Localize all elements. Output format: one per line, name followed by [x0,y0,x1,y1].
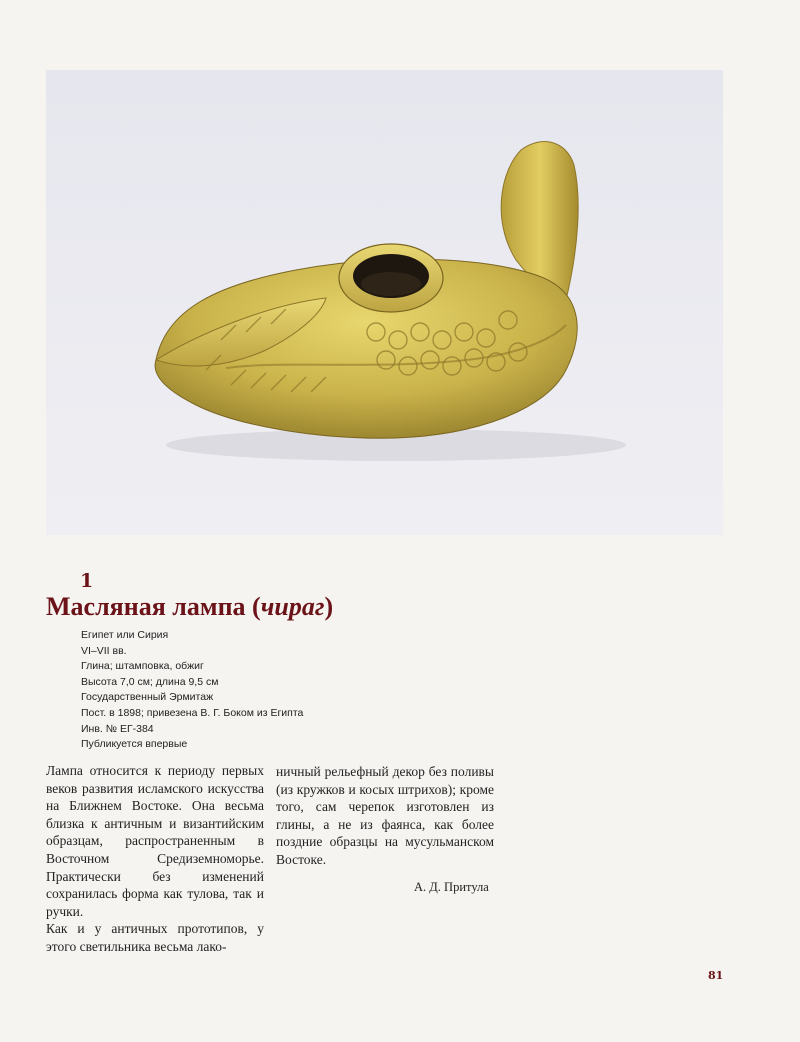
meta-material: Глина; штамповка, обжиг [81,660,204,673]
title-italic: чираг [260,592,325,621]
entry-title [46,592,333,622]
meta-collection: Государственный Эрмитаж [81,691,214,704]
object-metadata [81,628,303,753]
meta-publication: Публикуется впервые [81,738,188,751]
oil-lamp-illustration [46,70,723,535]
text-column-left [46,762,264,956]
author-signature: А. Д. Притула [414,880,489,894]
body-paragraph-2-end: ничный рельефный декор без поливы (из кружков и косых штрихов); кроме того, сам черепок изготовлен из глины, а не из фаянса, как более поздние образцы на мусульманском Востоке. [276,764,494,867]
meta-inventory: Инв. № ЕГ-384 [81,722,154,735]
meta-dimensions: Высота 7,0 см; длина 9,5 см [81,675,219,688]
body-paragraph-1: Лампа относится к периоду первых веков развития исламского искусства на Ближнем Востоке. Она весьма близка к античным и византийским образцам, распространенным в Восточном Средиземноморье. Практически без изменений сохранилась форма как тулова, так и ручки. [46,763,264,919]
lamp-photo [46,70,723,535]
title-close: ) [324,592,334,621]
catalog-number: 1 [80,570,94,592]
body-paragraph-2-start: Как и у античных прототипов, у этого светильника весьма лако- [46,921,264,954]
page-number: 81 [708,969,724,982]
meta-date: VI–VII вв. [81,644,127,657]
text-column-right [276,763,494,869]
meta-provenance: Пост. в 1898; привезена В. Г. Боком из Египта [81,706,304,719]
title-main: Масляная лампа ( [46,592,261,621]
meta-origin: Египет или Сирия [81,629,169,641]
